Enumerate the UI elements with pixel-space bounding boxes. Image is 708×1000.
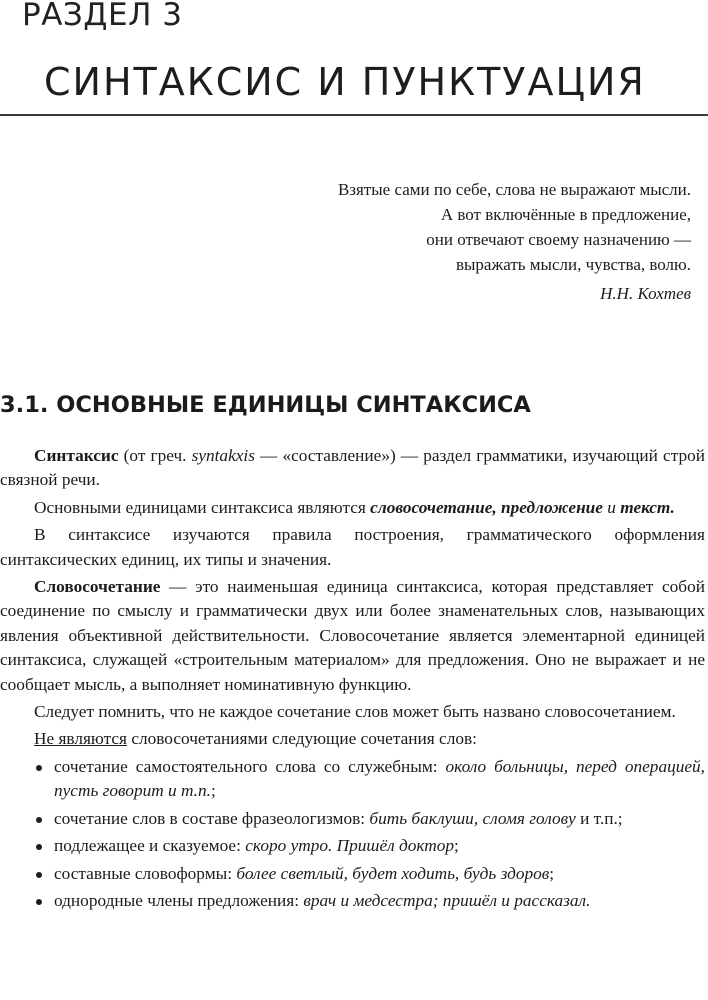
paragraph-syntax-definition: Синтаксис (от греч. syntakxis — «составление») — раздел грамматики, изучающий строй связной речи. [0, 446, 705, 490]
bullet-icon [36, 844, 42, 850]
paragraph-units: Основными единицами синтаксиса являются словосочетание, предложение и текст. [34, 497, 675, 517]
term-syntax: Синтаксис [34, 446, 119, 465]
paragraph-note: Следует помнить, что не каждое сочетание слов может быть названо словосочетанием. [34, 702, 676, 722]
epigraph-line: А вот включённые в предложение, [440, 205, 691, 224]
term-word-combination: Словосочетание [34, 577, 161, 597]
bullet-icon [36, 872, 42, 878]
term-text: текст. [620, 497, 675, 517]
epigraph [231, 177, 691, 306]
section-title: СИНТАКСИС И ПУНКТУАЦИЯ [44, 60, 646, 104]
bullet-icon [36, 765, 42, 771]
epigraph-author: Н.Н. Кохтев [600, 284, 691, 303]
subsection-title: 3.1. ОСНОВНЫЕ ЕДИНИЦЫ СИНТАКСИСА [0, 392, 531, 418]
title-rule [0, 114, 708, 116]
body-text [0, 444, 705, 916]
bullet-icon [36, 899, 42, 905]
bullet-list [0, 755, 705, 913]
list-item: однородные члены предложения: врач и медсестра; пришёл и рассказал. [0, 889, 705, 913]
underlined-phrase: Не являются [34, 729, 127, 749]
paragraph-rules: В синтаксисе изучаются правила построения, грамматического оформления синтаксических единиц, их типы и значения. [0, 525, 705, 569]
list-item: сочетание слов в составе фразеологизмов: бить баклуши, сломя голову и т.п.; [0, 807, 705, 831]
term-phrase: словосочетание [370, 497, 493, 517]
bullet-icon [36, 817, 42, 823]
epigraph-line: Взятые сами по себе, слова не выражают мысли. [337, 180, 691, 199]
term-sentence: предложение [501, 497, 603, 517]
list-item: составные словоформы: более светлый, будет ходить, будь здоров; [0, 862, 705, 886]
paragraph-phrase-definition: Словосочетание — это наименьшая единица синтаксиса, которая представляет собой соединение по смыслу и грамматически двух или более знаменательных слов, называющих явления объективной действительности. Словосочетание является элементарной единицей синтаксиса, служащей «строительным материалом» для предложения. Оно не выражает и не сообщает мысль, а выполняет номинативную функцию. [0, 577, 705, 694]
epigraph-line: выражать мысли, чувства, волю. [455, 255, 691, 274]
list-item: сочетание самостоятельного слова со служебным: около больницы, перед операцией, пусть говорит и т.п.; [0, 755, 705, 804]
epigraph-line: они отвечают своему назначению — [426, 230, 691, 249]
list-item: подлежащее и сказуемое: скоро утро. Пришёл доктор; [0, 834, 705, 858]
greek-word: syntakxis [191, 446, 255, 465]
section-label: РАЗДЕЛ 3 [22, 0, 183, 33]
paragraph-not-phrases: Не являются словосочетаниями следующие сочетания слов: [34, 729, 477, 749]
